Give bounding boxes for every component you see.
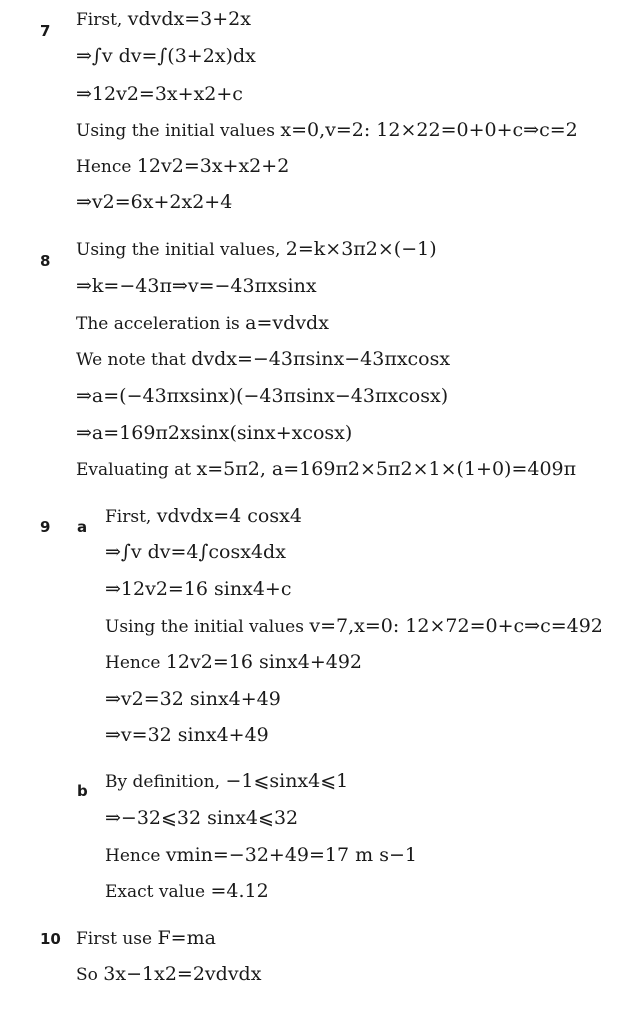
line-math: x=5π2, a=169π2×5π2×1×(1+0)=409π — [196, 458, 577, 480]
solution-line — [105, 807, 298, 829]
line-math: 3x−1x2=2vdvdx — [103, 963, 262, 985]
question-number: 8 — [40, 252, 51, 270]
line-math: ⇒∫v dv=∫(3+2x)dx — [76, 45, 256, 67]
line-text: Using the initial values — [105, 617, 310, 637]
line-text: Using the initial values, — [76, 240, 286, 260]
line-math: v=7,x=0: 12×72=0+c⇒c=492 — [309, 615, 603, 637]
solution-line — [76, 275, 317, 297]
line-math: vdvdx=3+2x — [127, 8, 251, 30]
line-text: The acceleration is — [76, 314, 246, 334]
solution-line — [76, 238, 437, 260]
line-math: 12v2=3x+x2+2 — [136, 155, 290, 177]
line-math: −1⩽sinx4⩽1 — [225, 770, 349, 792]
line-math: x=0,v=2: 12×22=0+0+c⇒c=2 — [280, 119, 578, 141]
line-text: First, — [76, 10, 128, 30]
solution-line — [76, 458, 576, 480]
line-text: First use — [76, 929, 158, 949]
line-text: Exact value — [105, 882, 211, 902]
line-text: Hence — [105, 846, 166, 866]
line-text: Evaluating at — [76, 460, 197, 480]
line-math: F=ma — [157, 927, 216, 949]
line-math: ⇒v2=6x+2x2+4 — [76, 191, 233, 213]
line-math: 2=k×3π2×(−1) — [285, 238, 437, 260]
line-text: Using the initial values — [76, 121, 281, 141]
solution-line — [76, 348, 450, 370]
solution-line — [76, 155, 289, 177]
line-math: vmin=−32+49=17 m s−1 — [165, 844, 417, 866]
solution-line — [76, 45, 256, 67]
solution-line — [105, 505, 302, 527]
solution-line — [76, 83, 243, 105]
part-label: b — [77, 782, 88, 800]
line-math: ⇒v2=32 sinx4+49 — [105, 688, 281, 710]
line-math: ⇒k=−43π⇒v=−43πxsinx — [76, 275, 317, 297]
line-math: a=vdvdx — [245, 312, 329, 334]
question-number: 7 — [40, 22, 51, 40]
solution-line — [76, 191, 232, 213]
line-math: vdvdx=4 cosx4 — [156, 505, 302, 527]
line-text: First, — [105, 507, 157, 527]
line-math: dvdx=−43πsinx−43πxcosx — [191, 348, 451, 370]
solution-line — [105, 770, 348, 792]
line-math: ⇒12v2=3x+x2+c — [76, 83, 243, 105]
line-text: By definition, — [105, 772, 226, 792]
line-math: 12v2=16 sinx4+492 — [165, 651, 363, 673]
line-math: =4.12 — [210, 880, 269, 902]
solution-line — [105, 541, 286, 563]
line-math: ⇒∫v dv=4∫cosx4dx — [105, 541, 286, 563]
solution-line — [76, 422, 352, 444]
solution-line — [76, 385, 448, 407]
line-math: ⇒v=32 sinx4+49 — [105, 724, 269, 746]
solution-line — [105, 688, 281, 710]
solution-line — [105, 844, 417, 866]
solution-line — [105, 578, 291, 600]
line-math: ⇒a=169π2xsinx(sinx+xcosx) — [76, 422, 353, 444]
line-text: Hence — [76, 157, 137, 177]
line-math: ⇒12v2=16 sinx4+c — [105, 578, 292, 600]
solution-line — [105, 724, 269, 746]
solution-line — [76, 312, 329, 334]
solution-line — [76, 8, 251, 30]
solution-line — [76, 963, 261, 985]
line-math: ⇒−32⩽32 sinx4⩽32 — [105, 807, 299, 829]
solution-line — [105, 651, 362, 673]
solution-line — [76, 927, 216, 949]
question-number: 9 — [40, 518, 51, 536]
solution-line — [76, 119, 578, 141]
solution-line — [105, 615, 603, 637]
part-label: a — [77, 518, 88, 536]
question-number: 10 — [40, 930, 61, 948]
solution-line — [105, 880, 269, 902]
line-text: We note that — [76, 350, 192, 370]
line-text: Hence — [105, 653, 166, 673]
line-text: So — [76, 965, 104, 985]
line-math: ⇒a=(−43πxsinx)(−43πsinx−43πxcosx) — [76, 385, 449, 407]
